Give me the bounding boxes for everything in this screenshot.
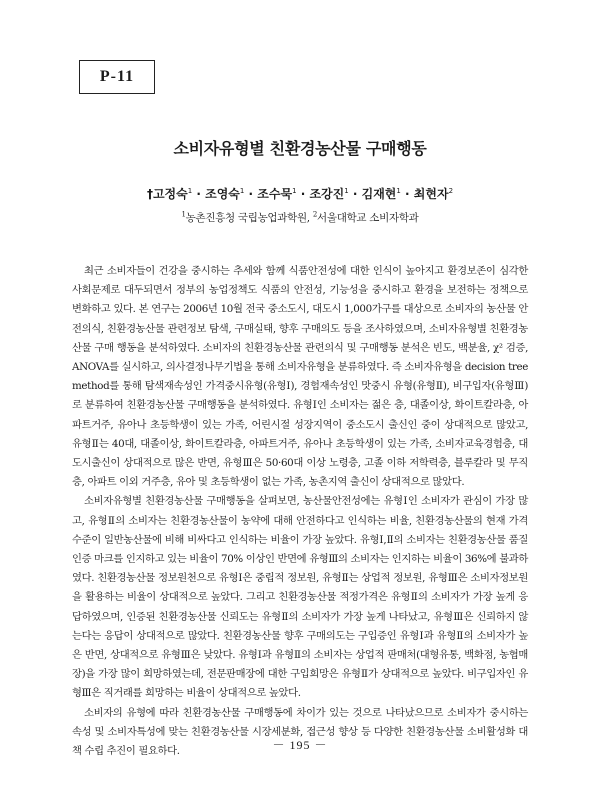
paper-title: 소비자유형별 친환경농산물 구매행동 [173, 139, 427, 158]
poster-label: P-11 [79, 60, 155, 94]
affiliations: $^1$농촌진흥청 국립농업과학원, $^2$서울대학교 소비자학과 [181, 210, 419, 224]
author-1: †고정숙$^1$ [146, 187, 193, 201]
affiliation-1: 농촌진흥청 국립농업과학원, [185, 212, 310, 224]
author-3: 조수묵$^1$ [257, 187, 297, 201]
author-6: 최현자$^2$ [413, 187, 454, 201]
page-number: － 195 － [272, 738, 328, 752]
author-5: 김재현$^1$ [361, 187, 401, 201]
author-2: 조영숙$^1$ [205, 187, 245, 201]
author-list: †고정숙$^1$ · 조영숙$^1$ · 조수묵$^1$ · 조강진$^1$ · 김재현$^1$ · 최현자$^2$ [146, 187, 454, 201]
paragraph-3: 소비자의 유형에 따라 친환경농산물 구매행동에 차이가 있는 것으로 나타났으므로 소비자가 중시하는 속성 및 소비자특성에 맞는 친환경농산물 시장세분화, 접근성 향상 등 다양한 친환경농산물 소비활성화 대책 수립 추진이 필요하다. [72, 706, 528, 758]
paragraph-2: 소비자유형별 친환경농산물 구매행동을 살펴보면, 농산물안전성에는 유형Ⅰ인 소비자가 관심이 가장 많고, 유형Ⅱ의 소비자는 친환경농산물이 농약에 대해 안전하다고 인식하는 비율, 친환경농산물의 현재 가격수준이 일반농산물에 비해 비싸다고 인식하는 비율이 가장 높았다. 유형Ⅰ,Ⅱ의 소비자는 친환경농산물 품질인증 마크를 인지하고 있는 비율이 70% 이상인 반면에 유형Ⅲ의 소비자는 인지하는 비율이 36%에 불과하였다. 친환경농산물 정보원천으로 유형Ⅰ은 중립적 정보원, 유형Ⅱ는 상업적 정보원, 유형Ⅲ은 소비자정보원을 활용하는 비율이 상대적으로 높았다. 그리고 친환경농산물 적정가격은 유형Ⅱ의 소비자가 가장 높게 응답하였으며, 인증된 친환경농산물 신뢰도는 유형Ⅱ의 소비자가 가장 높게 나타났고, 유형Ⅲ은 신뢰하지 않는다는 응답이 상대적으로 많았다. 친환경농산물 향후 구매의도는 구입증인 유형Ⅰ과 유형Ⅱ의 소비자가 높은 반면, 상대적으로 유형Ⅲ은 낮았다. 유형Ⅰ과 유형Ⅱ의 소비자는 상업적 판매처(대형유통, 백화점, 농협매장)을 가장 많이 희망하였는데, 전문판매장에 대한 구입희망은 유형Ⅱ가 상대적으로 높았다. 비구입자인 유형Ⅲ은 직거래를 희망하는 비율이 상대적으로 높았다. [72, 495, 528, 700]
abstract-body [72, 262, 528, 761]
paragraph-1: 최근 소비자들이 건강을 중시하는 추세와 함께 식품안전성에 대한 인식이 높아지고 환경보존이 심각한 사회문제로 대두되면서 정부의 농업정책도 식품의 안전성, 기능성을 중시하고 환경을 보전하는 정책으로 변화하고 있다. 본 연구는 2006년 10월 전국 중소도시, 대도시 1,000가구를 대상으로 소비자의 농산물 안전의식, 친환경농산물 관련정보 탐색, 구매실태, 향후 구매의도 등을 조사하였으며, 소비자유형별 친환경농산물 구매 행동을 분석하였다. 소비자의 친환경농산물 관련의식 및 구매행동 분석은 빈도, 백분율, χ² 검증, ANOVA를 실시하고, 의사결정나무기법을 통해 소비자유형을 분류하였다. 즉 소비자유형을 decision tree method를 통해 탐색재속성인 가격중시유형(유형Ⅰ), 경험재속성인 맛중시 유형(유형Ⅱ), 비구입자(유형Ⅲ)로 분류하여 친환경농산물 구매행동을 분석하였다. 유형Ⅰ인 소비자는 젊은 층, 대졸이상, 화이트칼라층, 아파트거주, 유아나 초등학생이 있는 가족, 어린시절 성장지역이 중소도시 출신인 중이 상대적으로 많았고, 유형Ⅱ는 40대, 대졸이상, 화이트칼라층, 아파트거주, 유아나 초등학생이 있는 가족, 소비자교육경험층, 대도시출신이 상대적으로 많은 반면, 유형Ⅲ은 50·60대 이상 노령층, 고졸 이하 저학력층, 블루칼라 및 무직층, 아파트 이외 거주층, 유아 및 초등학생이 없는 가족, 농촌지역 출신이 상대적으로 많았다. [72, 265, 528, 489]
author-4: 조강진$^1$ [309, 187, 349, 201]
affiliation-2: 서울대학교 소비자학과 [317, 212, 419, 224]
